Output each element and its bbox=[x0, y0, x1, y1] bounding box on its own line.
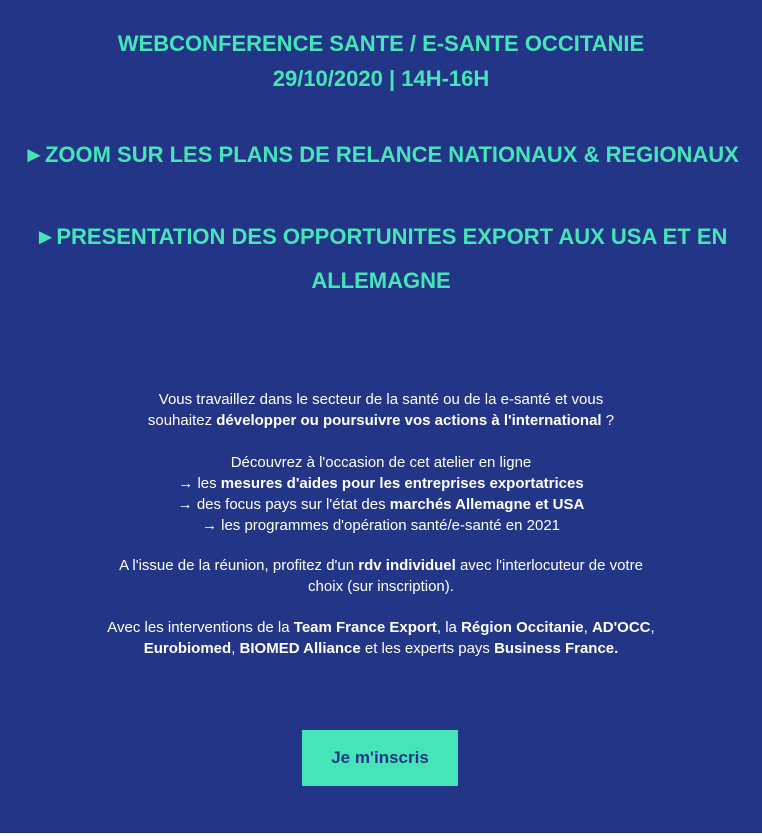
partner-name: Business France. bbox=[494, 640, 619, 657]
discover-item: → les bbox=[178, 475, 221, 492]
register-button[interactable]: Je m'inscris bbox=[302, 730, 458, 786]
partners-text: , bbox=[583, 619, 592, 636]
triangle-bullet-icon: ► bbox=[34, 224, 57, 249]
topic-label: ZOOM SUR LES PLANS DE RELANCE NATIONAUX & REGIONAUX bbox=[44, 142, 739, 167]
partner-name: Région Occitanie bbox=[461, 619, 584, 636]
intro-text: Vous travaillez dans le secteur de la santé ou de la e-santé et vous bbox=[158, 391, 604, 408]
discover-item-highlight: marchés Allemagne et USA bbox=[389, 496, 585, 513]
partners-text: , bbox=[231, 640, 240, 657]
partner-name: AD'OCC bbox=[591, 619, 651, 636]
partners-text: et les experts pays bbox=[360, 640, 495, 657]
discover-item-highlight: mesures d'aides pour les entreprises exportatrices bbox=[220, 475, 584, 492]
meeting-text: avec l'interlocuteur de votre bbox=[455, 557, 643, 574]
meeting-text: choix (sur inscription). bbox=[308, 578, 454, 595]
triangle-bullet-icon: ► bbox=[23, 142, 45, 167]
discover-item: → les programmes d'opération santé/e-santé en 2021 bbox=[201, 517, 561, 534]
partners-text: , bbox=[650, 619, 655, 636]
meeting-text: A l'issue de la réunion, profitez d'un bbox=[119, 557, 359, 574]
partner-name: Eurobiomed bbox=[143, 640, 232, 657]
discover-item: → des focus pays sur l'état des bbox=[177, 496, 390, 513]
topic-recovery-plans bbox=[0, 139, 762, 171]
partners-text: , la bbox=[436, 619, 462, 636]
topic-export-opportunities bbox=[0, 215, 762, 303]
intro-paragraph bbox=[40, 389, 722, 431]
discover-heading: Découvrez à l'occasion de cet atelier en ligne bbox=[230, 454, 532, 471]
meeting-highlight: rdv individuel bbox=[358, 557, 456, 574]
partners-paragraph bbox=[40, 617, 722, 659]
intro-highlight: développer ou poursuivre vos actions à l'international bbox=[216, 412, 602, 429]
partner-name: BIOMED Alliance bbox=[239, 640, 361, 657]
event-date: 29/10/2020 | 14H-16H bbox=[272, 66, 490, 91]
event-title: WEBCONFERENCE SANTE / E-SANTE OCCITANIE bbox=[117, 31, 645, 56]
topic-label: ALLEMAGNE bbox=[311, 268, 451, 293]
intro-text: ? bbox=[601, 412, 615, 429]
discover-paragraph bbox=[40, 452, 722, 536]
topic-label: PRESENTATION DES OPPORTUNITES EXPORT AUX USA ET EN bbox=[56, 224, 728, 249]
meeting-paragraph bbox=[40, 555, 722, 597]
partners-text: Avec les interventions de la bbox=[107, 619, 294, 636]
partner-name: Team France Export bbox=[293, 619, 437, 636]
intro-text: souhaitez bbox=[147, 412, 217, 429]
